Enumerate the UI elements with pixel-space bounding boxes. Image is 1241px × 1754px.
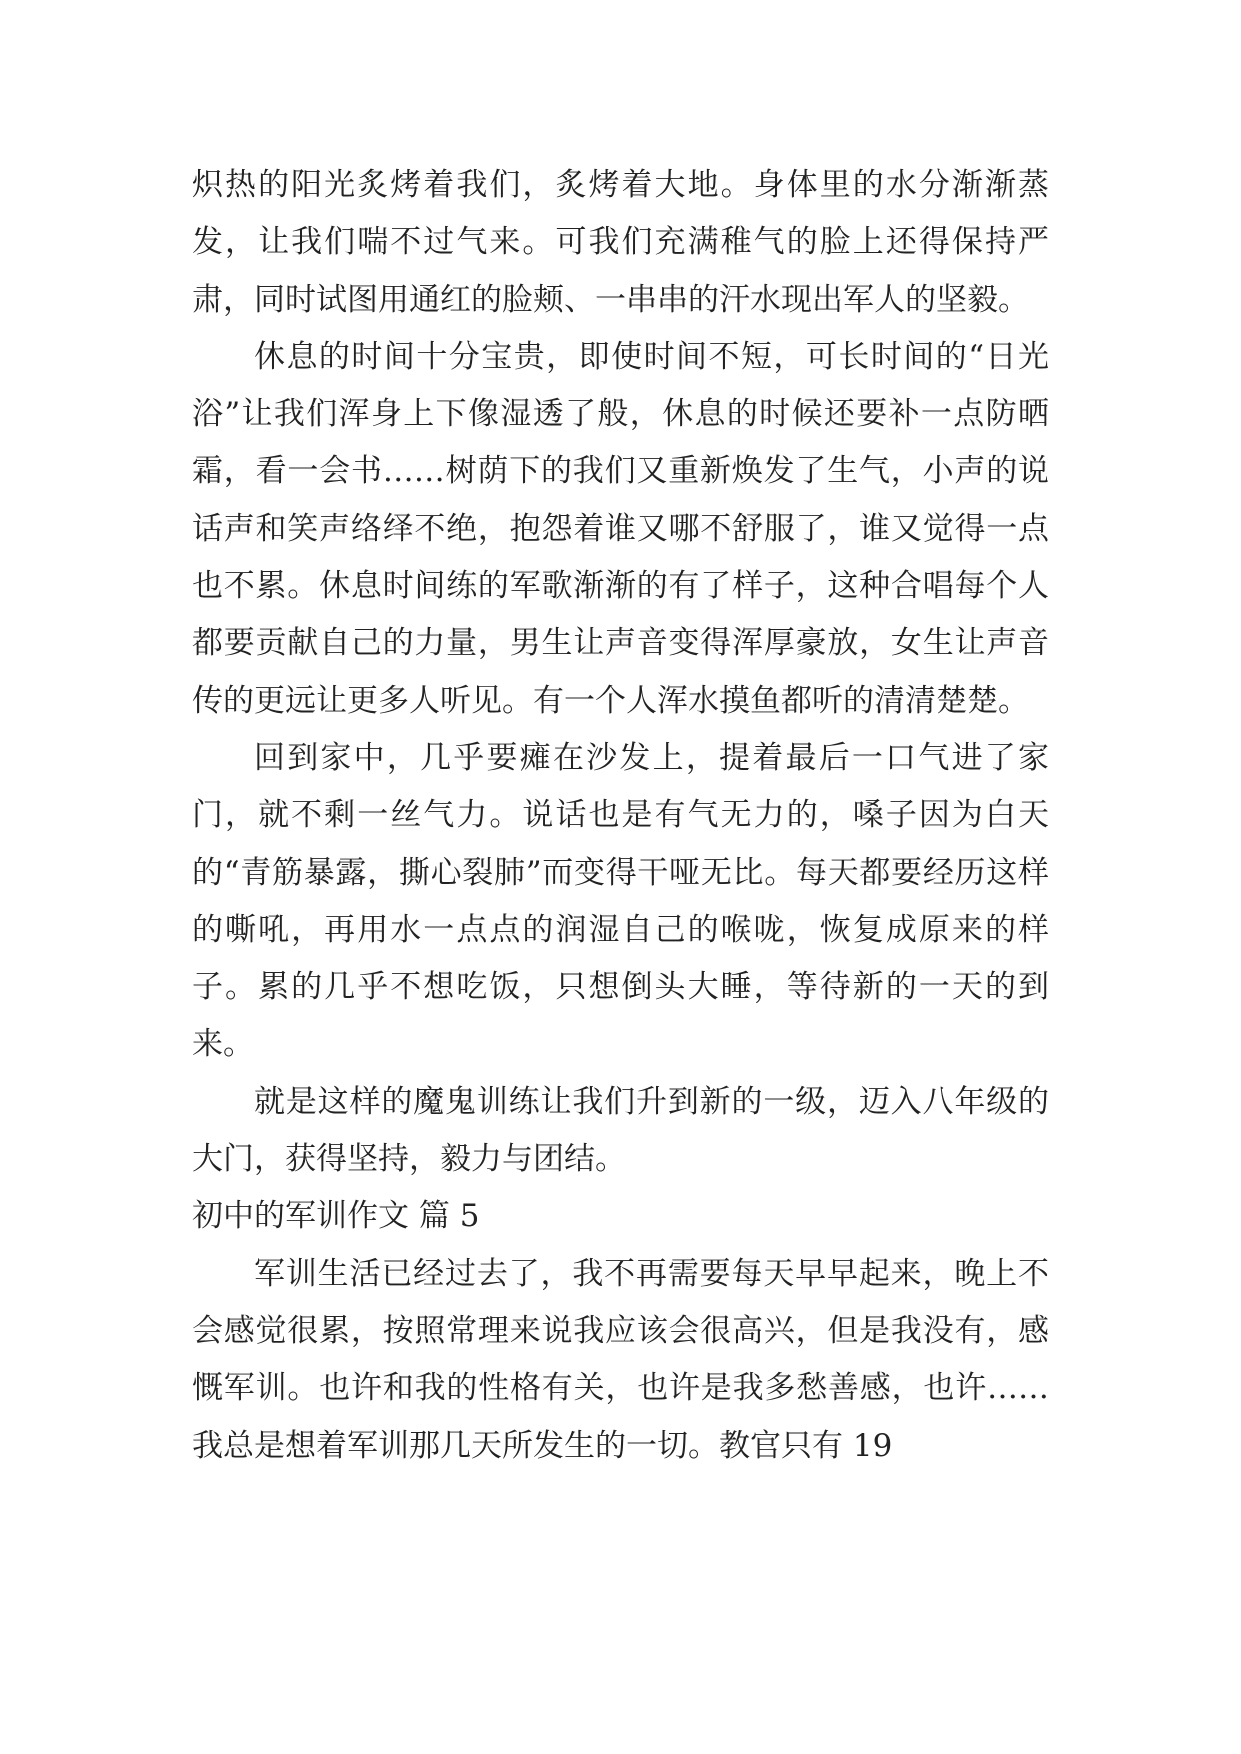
document-body (192, 157, 1049, 1475)
paragraph-4: 就是这样的魔鬼训练让我们升到新的一级，迈入八年级的大门，获得坚持，毅力与团结。 (192, 1083, 1049, 1178)
paragraph-2: 休息的时间十分宝贵，即使时间不短，可长时间的“日光浴”让我们浑身上下像湿透了般，休息的时候还要补一点防晒霜，看一会书……树荫下的我们又重新焕发了生气，小声的说话声和笑声络绎不绝，抱怨着谁又哪不舒服了，谁又觉得一点也不累。休息时间练的军歌渐渐的有了样子，这种合唱每个人都要贡献自己的力量，男生让声音变得浑厚豪放，女生让声音传的更远让更多人听见。有一个人浑水摸鱼都听的清清楚楚。 (192, 338, 1049, 719)
paragraph-5: 军训生活已经过去了，我不再需要每天早早起来，晚上不会感觉很累，按照常理来说我应该会很高兴，但是我没有，感慨军训。也许和我的性格有关，也许是我多愁善感，也许……我总是想着军训那几天所发生的一切。教官只有 19 (192, 1255, 1049, 1464)
paragraph-1: 炽热的阳光炙烤着我们，炙烤着大地。身体里的水分渐渐蒸发，让我们喘不过气来。可我们充满稚气的脸上还得保持严肃，同时试图用通红的脸颊、一串串的汗水现出军人的坚毅。 (192, 167, 1049, 318)
section-heading: 初中的军训作文 篇 5 (192, 1198, 480, 1235)
paragraph-3: 回到家中，几乎要瘫在沙发上，提着最后一口气进了家门，就不剩一丝气力。说话也是有气无力的，嗓子因为白天的“青筋暴露，撕心裂肺”而变得干哑无比。每天都要经历这样的嘶吼，再用水一点点的润湿自己的喉咙，恢复成原来的样子。累的几乎不想吃饭，只想倒头大睡，等待新的一天的到来。 (192, 739, 1049, 1063)
